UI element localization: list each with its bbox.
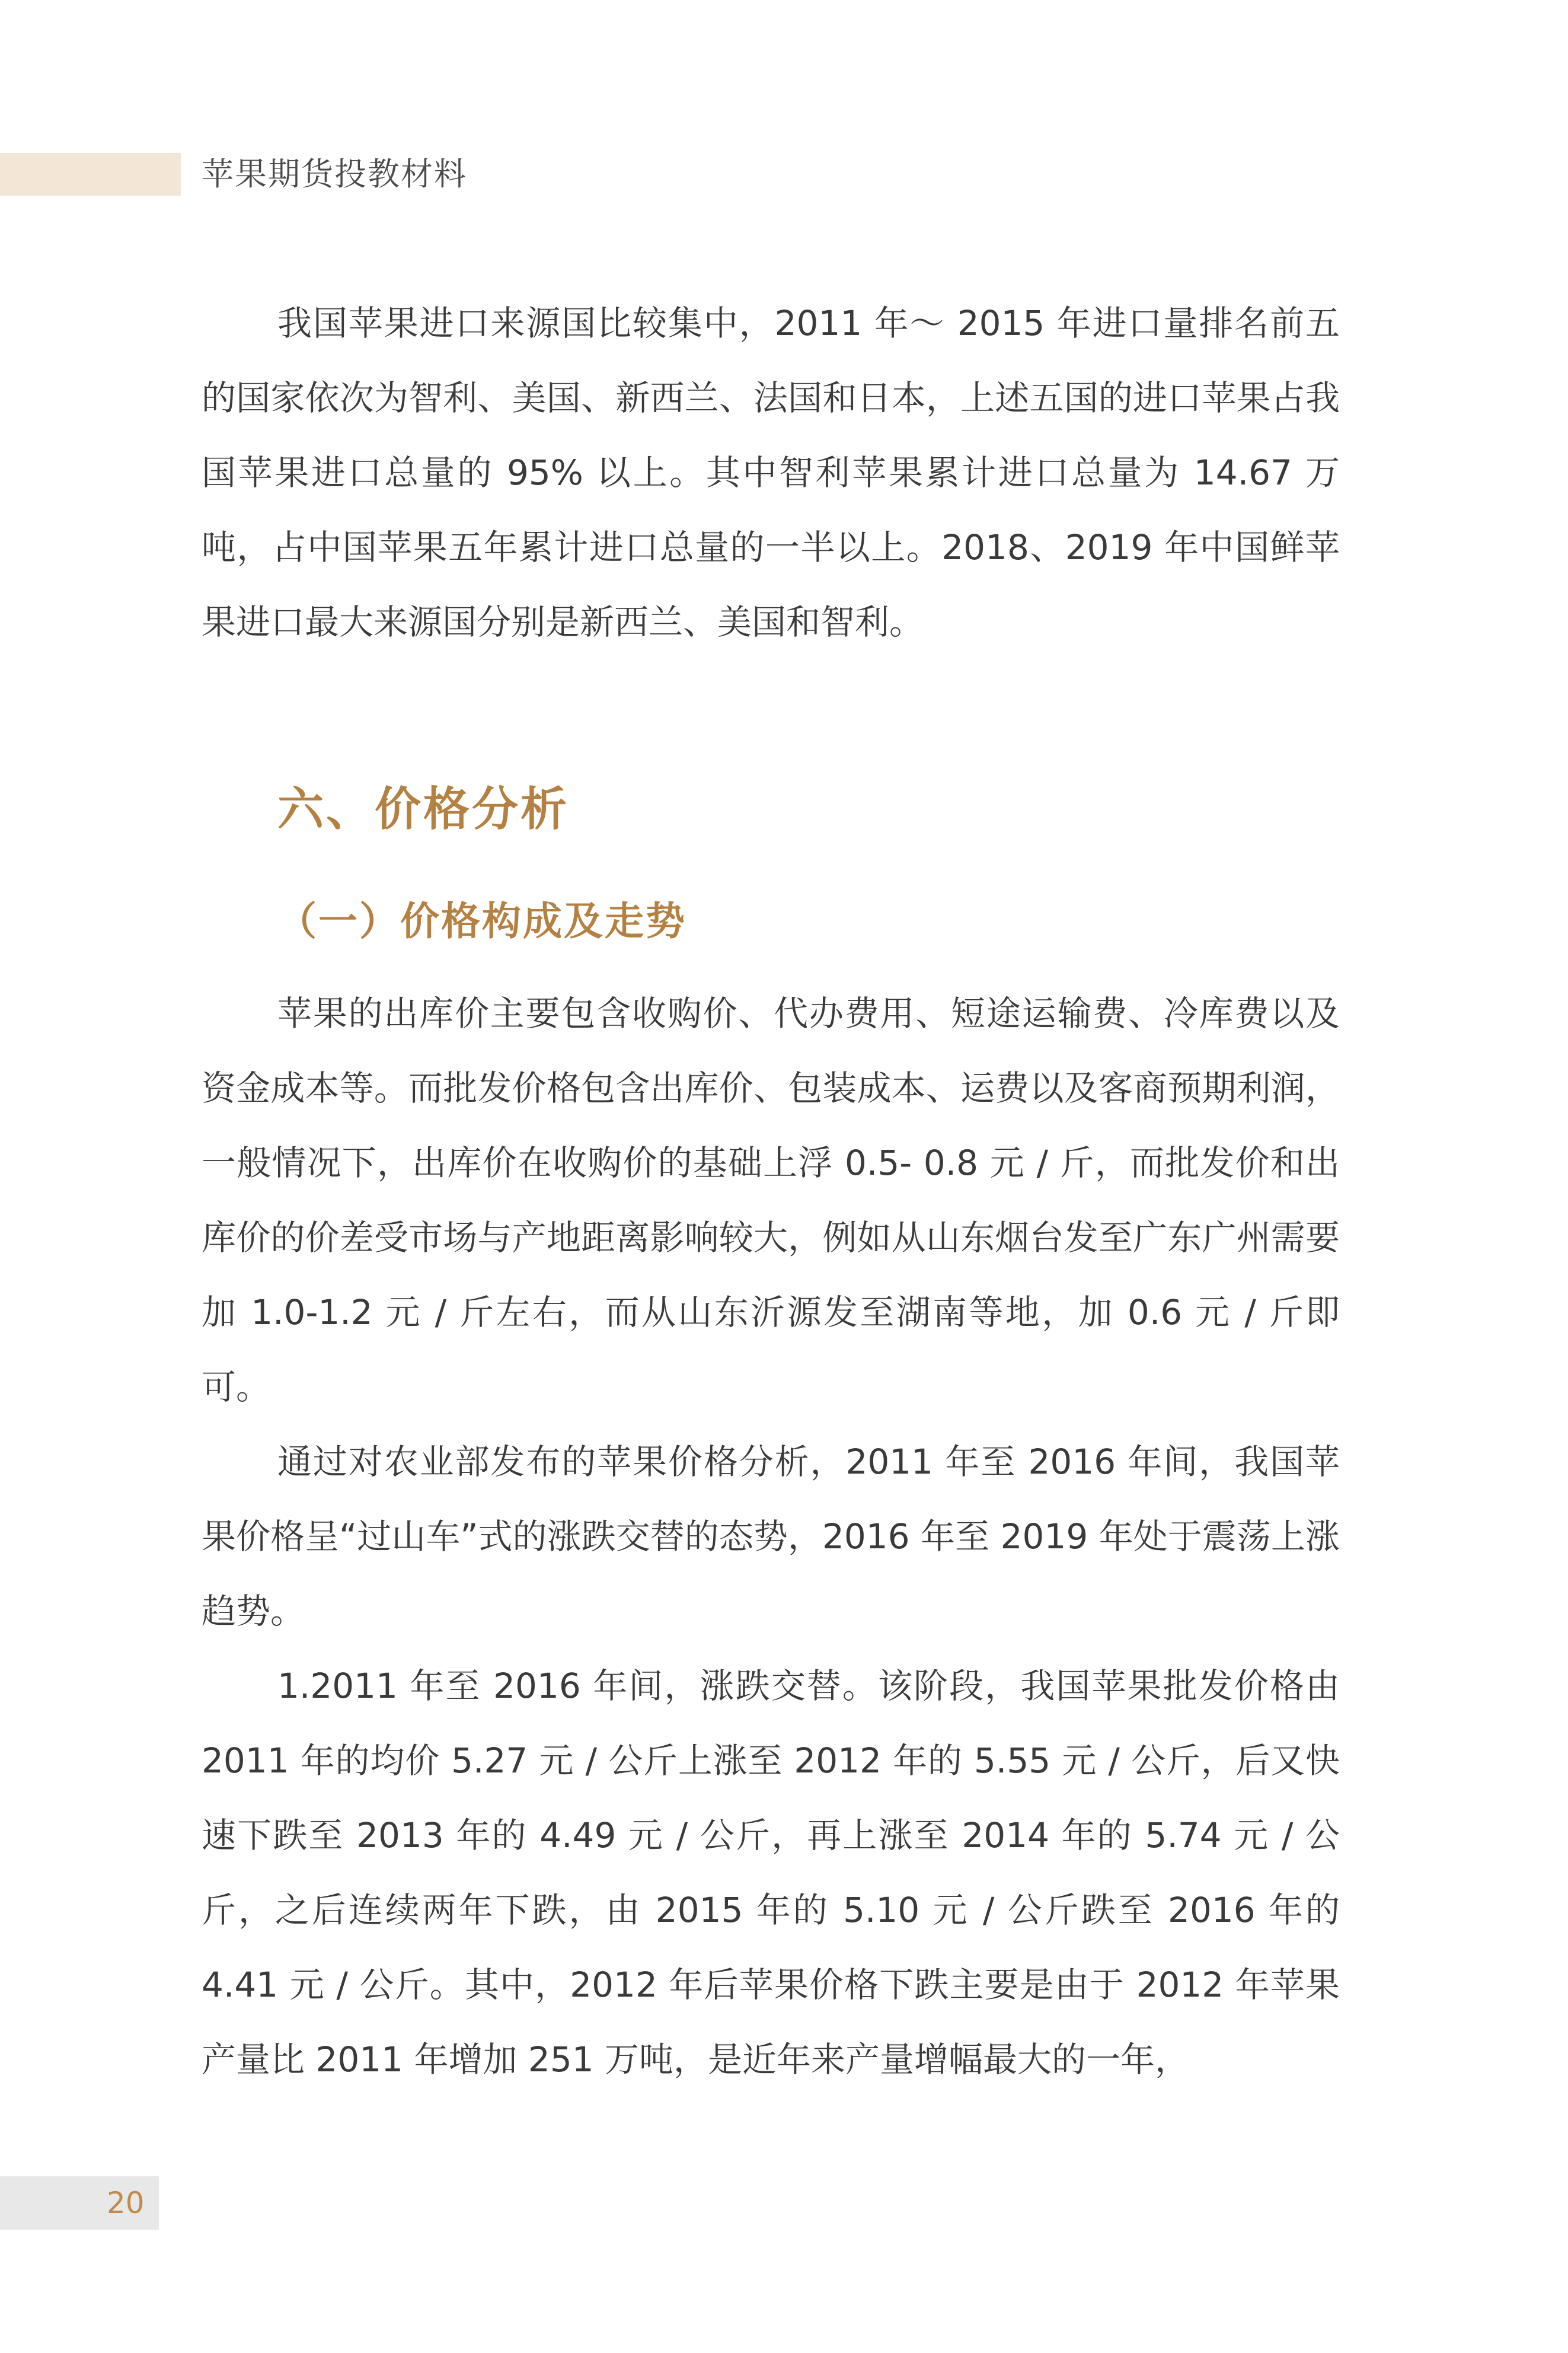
section-heading: 六、价格分析 bbox=[277, 783, 570, 836]
running-header-title: 苹果期货投教材料 bbox=[202, 155, 467, 193]
header-accent-bar bbox=[0, 153, 181, 196]
subsection-heading: （一）价格构成及走势 bbox=[277, 898, 686, 944]
paragraph-price-composition: 苹果的出库价主要包含收购价、代办费用、短途运输费、冷库费以及资金成本等。而批发价格包含出库价、包装成本、运费以及客商预期利润，一般情况下，出库价在收购价的基础上浮 0.5- 0.8 元 / 斤，而批发价和出库价的价差受市场与产地距离影响较大，例如从山东烟台发至广东广州需要加 1.0-1.2 元 / 斤左右，而从山东沂源发至湖南等地，加 0.6 元 / 斤即可。 bbox=[202, 993, 1340, 1407]
intro-text-block bbox=[202, 286, 1340, 659]
price-text-block bbox=[202, 976, 1340, 2097]
paragraph-price-trend: 通过对农业部发布的苹果价格分析，2011 年至 2016 年间，我国苹果价格呈“过山车”式的涨跌交替的态势，2016 年至 2019 年处于震荡上涨趋势。 bbox=[202, 1442, 1340, 1631]
paragraph-import-sources: 我国苹果进口来源国比较集中，2011 年～ 2015 年进口量排名前五的国家依次为智利、美国、新西兰、法国和日本，上述五国的进口苹果占我国苹果进口总量的 95% 以上。其中智利苹果累计进口总量为 14.67 万吨，占中国苹果五年累计进口总量的一半以上。2018、2019 年中国鲜苹果进口最大来源国分别是新西兰、美国和智利。 bbox=[202, 303, 1340, 642]
page-number: 20 bbox=[107, 2186, 145, 2220]
paragraph-2011-2016: 1.2011 年至 2016 年间，涨跌交替。该阶段，我国苹果批发价格由 2011 年的均价 5.27 元 / 公斤上涨至 2012 年的 5.55 元 / 公斤，后又快速下跌至 2013 年的 4.49 元 / 公斤，再上涨至 2014 年的 5.74 元 / 公斤，之后连续两年下跌，由 2015 年的 5.10 元 / 公斤跌至 2016 年的 4.41 元 / 公斤。其中，2012 年后苹果价格下跌主要是由于 2012 年苹果产量比 2011 年增加 251 万吨，是近年来产量增幅最大的一年， bbox=[202, 1666, 1340, 2080]
